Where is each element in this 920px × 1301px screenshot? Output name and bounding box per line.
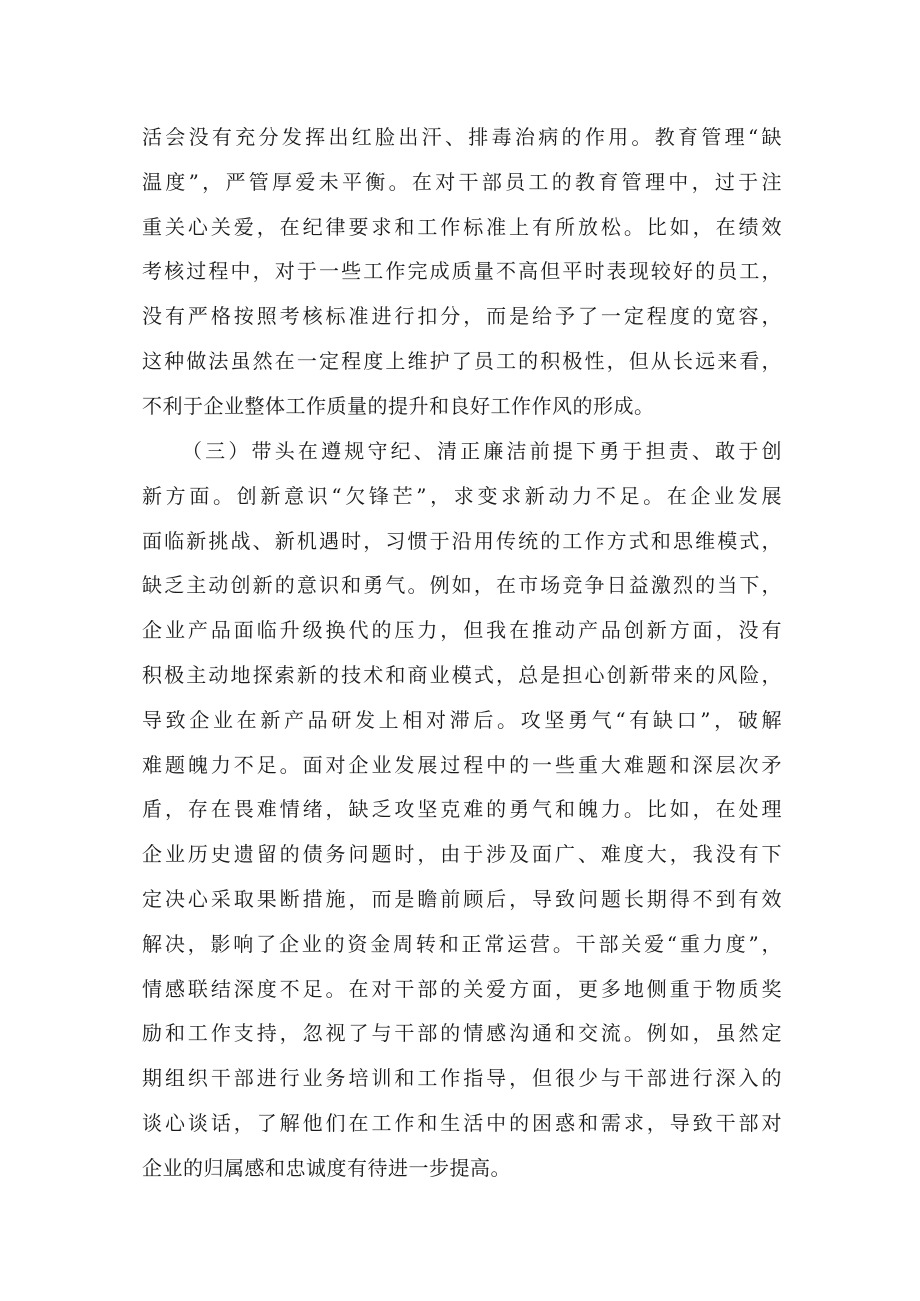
text-line: 导致企业在新产品研发上相对滞后。攻坚勇气“有缺口”，破解 bbox=[142, 707, 782, 732]
text-line: 不利于企业整体工作质量的提升和良好工作作风的形成。 bbox=[142, 393, 655, 418]
text-line: 情感联结深度不足。在对干部的关爱方面，更多地侧重于物质奖 bbox=[142, 976, 782, 1001]
section-heading-line: （三）带头在遵规守纪、清正廉洁前提下勇于担责、敢于创 bbox=[182, 439, 782, 463]
text-line: 盾，存在畏难情绪，缺乏攻坚克难的勇气和魄力。比如，在处理 bbox=[142, 797, 782, 822]
text-line: 缺乏主动创新的意识和勇气。例如，在市场竞争日益激烈的当下， bbox=[142, 573, 782, 598]
text-line: 没有严格按照考核标准进行扣分，而是给予了一定程度的宽容， bbox=[142, 304, 782, 329]
text-line: 谈心谈话，了解他们在工作和生活中的困惑和需求，导致干部对 bbox=[142, 1110, 782, 1135]
paragraph-1 bbox=[142, 115, 782, 429]
text-line: 定决心采取果断措施，而是瞻前顾后，导致问题长期得不到有效 bbox=[142, 886, 782, 911]
text-line: 考核过程中，对于一些工作完成质量不高但平时表现较好的员工， bbox=[142, 259, 782, 284]
text-line: 励和工作支持，忽视了与干部的情感沟通和交流。例如，虽然定 bbox=[142, 1021, 782, 1046]
text-line: 企业历史遗留的债务问题时，由于涉及面广、难度大，我没有下 bbox=[142, 842, 782, 867]
text-line: 企业产品面临升级换代的压力，但我在推动产品创新方面，没有 bbox=[142, 618, 782, 643]
paragraph-2 bbox=[142, 429, 782, 1191]
text-line: 温度”，严管厚爱未平衡。在对干部员工的教育管理中，过于注 bbox=[142, 169, 782, 194]
text-line: 活会没有充分发挥出红脸出汗、排毒治病的作用。教育管理“缺 bbox=[142, 125, 782, 149]
text-line: 面临新挑战、新机遇时，习惯于沿用传统的工作方式和思维模式， bbox=[142, 528, 782, 553]
text-line: 这种做法虽然在一定程度上维护了员工的积极性，但从长远来看， bbox=[142, 348, 782, 373]
text-line: 企业的归属感和忠诚度有待进一步提高。 bbox=[142, 1155, 511, 1180]
text-line: 新方面。创新意识“欠锋芒”，求变求新动力不足。在企业发展 bbox=[142, 483, 782, 508]
text-line: 期组织干部进行业务培训和工作指导，但很少与干部进行深入的 bbox=[142, 1066, 782, 1091]
text-line: 解决，影响了企业的资金周转和正常运营。干部关爱“重力度”， bbox=[142, 931, 782, 956]
text-line: 重关心关爱，在纪律要求和工作标准上有所放松。比如，在绩效 bbox=[142, 214, 782, 239]
text-line: 积极主动地探索新的技术和商业模式，总是担心创新带来的风险， bbox=[142, 662, 782, 687]
text-line: 难题魄力不足。面对企业发展过程中的一些重大难题和深层次矛 bbox=[142, 752, 782, 777]
